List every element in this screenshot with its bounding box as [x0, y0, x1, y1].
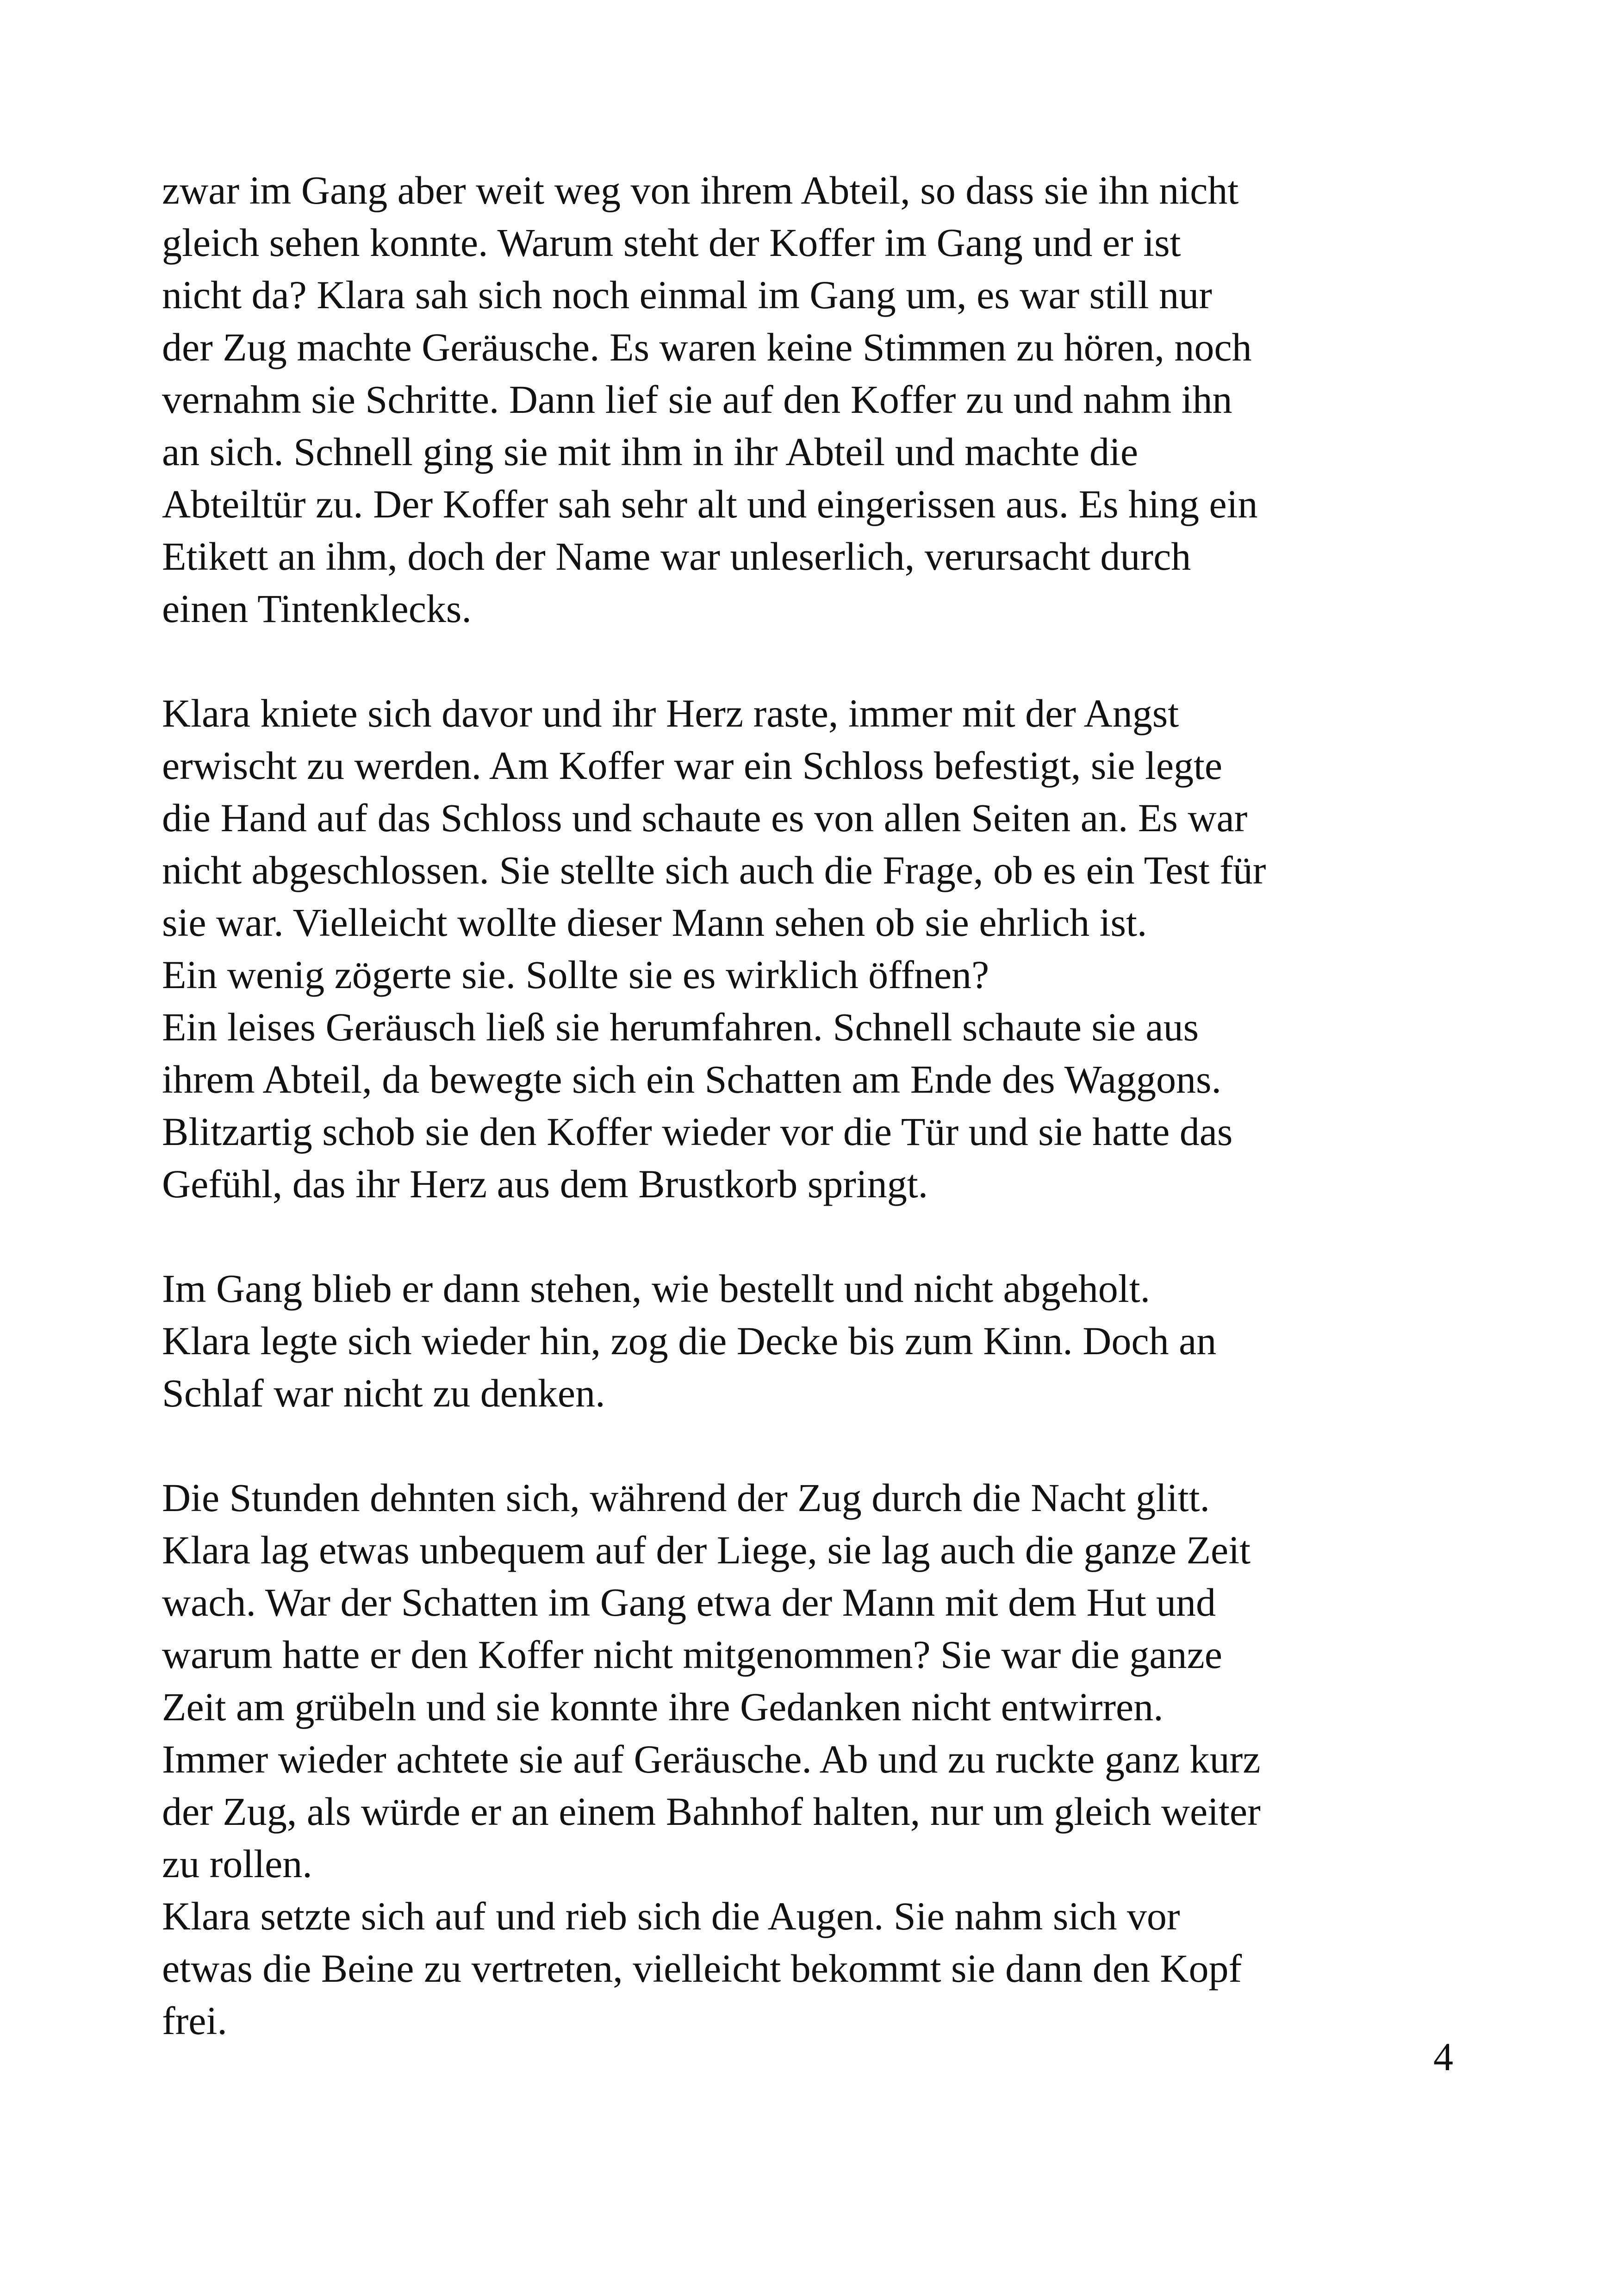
- text-line: frei.: [162, 1998, 227, 2043]
- paragraph: [162, 1472, 1504, 2047]
- text-line: Im Gang blieb er dann stehen, wie bestellt und nicht abgeholt.: [162, 1266, 1151, 1311]
- text-line: zwar im Gang aber weit weg von ihrem Abteil, so dass sie ihn nicht: [162, 168, 1239, 212]
- page-number: 4: [1433, 2035, 1453, 2079]
- text-line: warum hatte er den Koffer nicht mitgenommen? Sie war die ganze: [162, 1632, 1222, 1677]
- text-line: etwas die Beine zu vertreten, vielleicht bekommt sie dann den Kopf: [162, 1946, 1242, 1991]
- text-line: Ein wenig zögerte sie. Sollte sie es wirklich öffnen?: [162, 952, 989, 997]
- text-line: sie war. Vielleicht wollte dieser Mann sehen ob sie ehrlich ist.: [162, 900, 1147, 945]
- text-line: gleich sehen konnte. Warum steht der Koffer im Gang und er ist: [162, 220, 1181, 265]
- text-line: Zeit am grübeln und sie konnte ihre Gedanken nicht entwirren.: [162, 1685, 1164, 1729]
- text-line: Abteiltür zu. Der Koffer sah sehr alt und eingerissen aus. Es hing ein: [162, 482, 1258, 526]
- text-line: Klara legte sich wieder hin, zog die Decke bis zum Kinn. Doch an: [162, 1319, 1217, 1363]
- text-line: Etikett an ihm, doch der Name war unleserlich, verursacht durch: [162, 534, 1191, 579]
- text-line: nicht abgeschlossen. Sie stellte sich auch die Frage, ob es ein Test für: [162, 848, 1266, 892]
- paragraph-gap: [162, 1210, 1504, 1263]
- paragraph-gap: [162, 635, 1504, 687]
- text-line: vernahm sie Schritte. Dann lief sie auf den Koffer zu und nahm ihn: [162, 377, 1232, 422]
- text-line: einen Tintenklecks.: [162, 586, 472, 631]
- text-line: zu rollen.: [162, 1842, 312, 1886]
- text-line: Klara lag etwas unbequem auf der Liege, sie lag auch die ganze Zeit: [162, 1528, 1251, 1572]
- paragraph: [162, 687, 1504, 1210]
- text-line: der Zug, als würde er an einem Bahnhof halten, nur um gleich weiter: [162, 1789, 1261, 1834]
- text-line: Klara kniete sich davor und ihr Herz raste, immer mit der Angst: [162, 691, 1179, 735]
- body-text: [162, 164, 1504, 2047]
- text-line: Blitzartig schob sie den Koffer wieder vor die Tür und sie hatte das: [162, 1109, 1233, 1154]
- text-line: die Hand auf das Schloss und schaute es von allen Seiten an. Es war: [162, 796, 1248, 840]
- text-line: Ein leises Geräusch ließ sie herumfahren. Schnell schaute sie aus: [162, 1005, 1199, 1049]
- text-line: Klara setzte sich auf und rieb sich die Augen. Sie nahm sich vor: [162, 1894, 1180, 1938]
- text-line: Immer wieder achtete sie auf Geräusche. Ab und zu ruckte ganz kurz: [162, 1737, 1261, 1781]
- text-line: Schlaf war nicht zu denken.: [162, 1371, 605, 1415]
- text-line: wach. War der Schatten im Gang etwa der Mann mit dem Hut und: [162, 1580, 1216, 1624]
- text-line: Gefühl, das ihr Herz aus dem Brustkorb springt.: [162, 1162, 928, 1206]
- paragraph: [162, 164, 1504, 635]
- text-line: an sich. Schnell ging sie mit ihm in ihr Abteil und machte die: [162, 429, 1139, 474]
- paragraph: [162, 1263, 1504, 1419]
- text-line: der Zug machte Geräusche. Es waren keine Stimmen zu hören, noch: [162, 325, 1252, 369]
- paragraph-gap: [162, 1419, 1504, 1472]
- text-line: erwischt zu werden. Am Koffer war ein Schloss befestigt, sie legte: [162, 743, 1223, 788]
- text-line: Die Stunden dehnten sich, während der Zug durch die Nacht glitt.: [162, 1475, 1210, 1520]
- text-line: ihrem Abteil, da bewegte sich ein Schatten am Ende des Waggons.: [162, 1057, 1221, 1101]
- text-line: nicht da? Klara sah sich noch einmal im Gang um, es war still nur: [162, 273, 1212, 317]
